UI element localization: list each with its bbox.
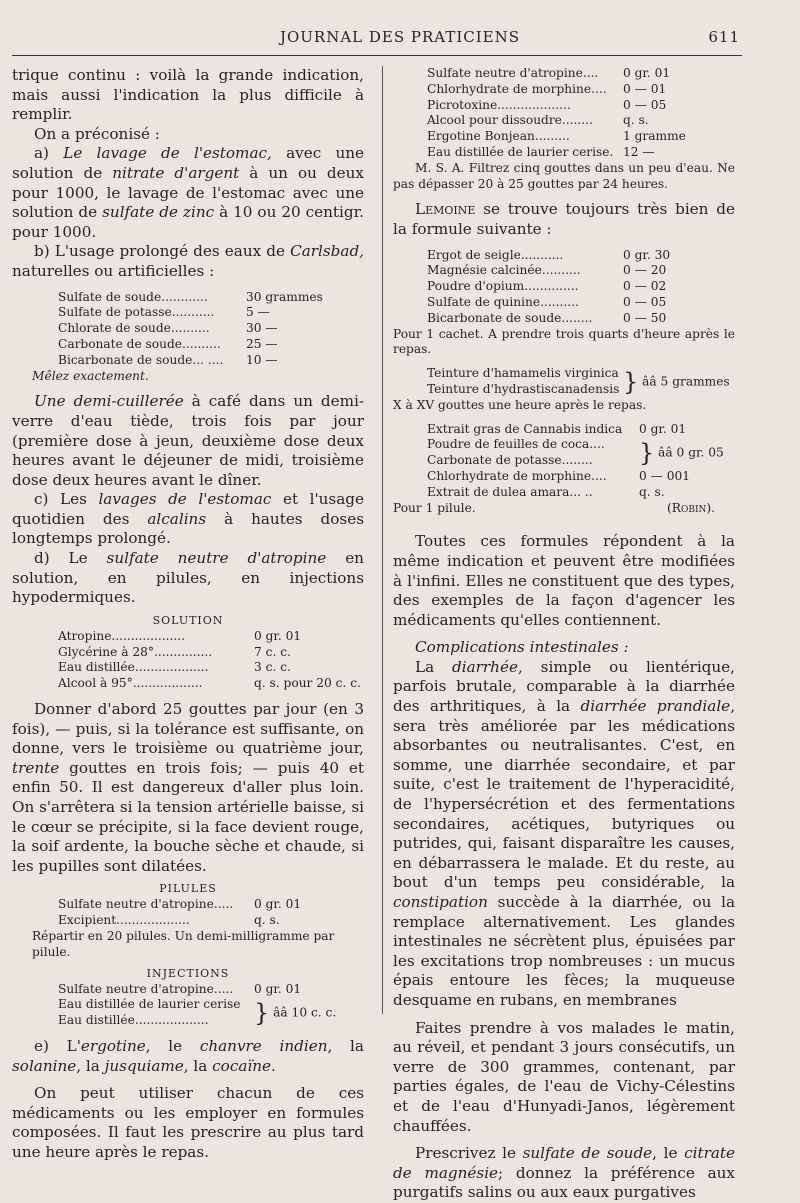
recipe-cannabis bbox=[427, 422, 724, 501]
paragraph: b) L'usage prolongé des eaux de Carlsbad, naturelles ou artificielles : bbox=[12, 242, 364, 280]
recipe-row: Alcool pour dissoudre........ q. s. bbox=[427, 113, 649, 128]
paragraph: Lemoine se trouve toujours très bien de la formule suivante : bbox=[393, 200, 735, 238]
recipe-hamamelis bbox=[427, 366, 730, 398]
recipe-row: Carbonate de potasse........ bbox=[427, 453, 593, 468]
recipe-row: Bicarbonate de soude... .... 10 — bbox=[58, 352, 278, 367]
recipe-row: Alcool à 95°.................. q. s. pour 20 c. c. bbox=[58, 676, 361, 691]
recipe-carlsbad bbox=[58, 290, 323, 369]
recipe-pilules bbox=[58, 897, 301, 929]
recipe-solution bbox=[58, 629, 361, 692]
recipe-note: M. S. A. Filtrez cinq gouttes dans un peu d'eau. Ne pas dépasser 20 à 25 gouttes par 24 heures. bbox=[393, 160, 735, 191]
recipe-lemoine bbox=[427, 248, 670, 327]
page-number: 611 bbox=[708, 28, 740, 46]
recipe-row: Sulfate neutre d'atropine..... 0 gr. 01 bbox=[58, 981, 302, 996]
recipe-row: Chlorhydrate de morphine.... 0 — 01 bbox=[427, 81, 667, 96]
paragraph: Faites prendre à vos malades le matin, au réveil, et pendant 3 jours consécutifs, un verre de 300 grammes, contenant, par parties égales, de l'eau de Vichy-Célestins et de l'eau d'Hunyadi-Janos, légèrement chauffées. bbox=[393, 1018, 735, 1135]
paragraph: trique continu : voilà la grande indication, mais aussi l'indication la plus difficile à remplir. bbox=[12, 66, 364, 124]
recipe-note: Répartir en 20 pilules. Un demi-milligramme par pilule. bbox=[32, 928, 335, 959]
recipe-row: Ergot de seigle........... 0 gr. 30 bbox=[427, 247, 671, 262]
recipe-row: Sulfate de potasse........... 5 — bbox=[58, 305, 270, 320]
paragraph: d) Le sulfate neutre d'atropine en solution, en pilules, en injections hypodermiques. bbox=[12, 549, 364, 607]
recipe-row: Sulfate neutre d'atropine.... 0 gr. 01 bbox=[427, 66, 671, 80]
recipe-row: Poudre de feuilles de coca.... } ââ 0 gr. 05 bbox=[427, 437, 724, 468]
recipe-row: Eau distillée................... 3 c. c. bbox=[58, 660, 291, 675]
recipe-row: Sulfate neutre d'atropine..... 0 gr. 01 bbox=[58, 897, 302, 912]
recipe-row: Teinture d'hydrastiscanadensis bbox=[427, 381, 620, 396]
recipe-row: Teinture d'hamamelis virginica } ââ 5 grammes bbox=[427, 366, 730, 396]
paragraph: La diarrhée, simple ou lientérique, parfois brutale, comparable à la diarrhée des arthritiques, à la diarrhée prandiale, sera très améliorée par les médications absorbantes ou neutralisantes. C'est, en somme, une diarrhée secondaire, et par suite, c'est le traitement de l'hyperacidité, de l'hypersécrétion et des fermentations secondaires, acétiques, butyriques ou putrides, qui, faisant disparaître les causes, en débarrassera le malade. Et du reste, au bout d'un temps peu considérable, la constipation succède à la diarrhée, ou la remplace alternativement. Les glandes intestinales ne sécrètent plus, épuisées par les excitations trop nombreuses : un mucus épais entoure les fèces; la muqueuse desquame en rubans, en membranes bbox=[393, 657, 736, 1009]
paragraph: Toutes ces formules répondent à la même indication et peuvent être modifiées à l'infini. Elles ne constituent que des types, des exemples de la façon d'agencer les médicaments qu'elles contiennent. bbox=[393, 532, 735, 629]
left-column bbox=[12, 66, 364, 1163]
paragraph: a) Le lavage de l'estomac, avec une solution de nitrate d'argent à un ou deux pour 1000, le lavage de l'estomac avec une solution de sulfate de zinc à 10 ou 20 centigr. pour 1000. bbox=[12, 144, 365, 241]
paragraph: On a préconisé : bbox=[34, 124, 160, 143]
running-header bbox=[0, 28, 800, 52]
recipe-note: X à XV gouttes une heure après le repas. bbox=[393, 397, 647, 412]
recipe-row: Excipient................... q. s. bbox=[58, 913, 280, 928]
paragraph: Prescrivez le sulfate de soude, le citrate de magnésie; donnez la préférence aux purgatifs salins ou aux eaux purgatives bbox=[393, 1144, 735, 1202]
section-label-solution: SOLUTION bbox=[152, 613, 224, 627]
recipe-row: Magnésie calcinée.......... 0 — 20 bbox=[427, 263, 667, 278]
recipe-row: Extrait de dulea amara... .. q. s. bbox=[427, 484, 665, 499]
recipe-row: Sulfate de soude............ 30 grammes bbox=[58, 289, 323, 304]
recipe-row: Chlorhydrate de morphine.... 0 — 001 bbox=[427, 468, 690, 483]
recipe-note: Mêlez exactement. bbox=[32, 368, 149, 383]
recipe-note: Pour 1 pilule. (Robin). bbox=[393, 500, 715, 515]
paragraph: On peut utiliser chacun de ces médicaments ou les employer en formules composées. Il faut les prescrire au plus tard une heure après le repas. bbox=[12, 1084, 364, 1161]
recipe-row: Chlorate de soude.......... 30 — bbox=[58, 321, 278, 336]
recipe-row: Sulfate de quinine.......... 0 — 05 bbox=[427, 294, 667, 309]
paragraph: Donner d'abord 25 gouttes par jour (en 3 fois), — puis, si la tolérance est suffisante, on donne, vers le troisième ou quatrième jour, trente gouttes en trois fois; — puis 40 et enfin 50. Il est dangereux d'aller plus loin. On s'arrêtera si la tension artérielle baisse, si le cœur se précipite, si la face devient rouge, la soif ardente, la bouche sèche et chaude, si les pupilles sont dilatées. bbox=[12, 700, 364, 875]
right-column bbox=[393, 66, 735, 1203]
recipe-atropine-morphine bbox=[427, 66, 686, 161]
paragraph: e) L'ergotine, le chanvre indien, la solanine, la jusquiame, la cocaïne. bbox=[12, 1036, 364, 1075]
recipe-note: Pour 1 cachet. A prendre trois quarts d'heure après le repas. bbox=[393, 326, 735, 357]
recipe-row: Eau distillée de laurier cerise } ââ 10 c. c. bbox=[58, 997, 337, 1028]
journal-title: JOURNAL DES PRATICIENS bbox=[279, 28, 521, 46]
author-attribution: (Robin). bbox=[667, 500, 715, 515]
header-rule bbox=[12, 55, 742, 56]
recipe-injections bbox=[58, 982, 336, 1029]
paragraph: c) Les lavages de l'estomac et l'usage quotidien des alcalins à hautes doses longtemps prolongé. bbox=[12, 490, 364, 548]
recipe-row: Carbonate de soude.......... 25 — bbox=[58, 336, 278, 351]
paragraph: Une demi-cuillerée à café dans un demi-verre d'eau tiède, trois fois par jour (première dose à jeun, deuxième dose deux heures avant le déjeuner de midi, troisième dose deux heures avant le dîner. bbox=[12, 392, 364, 489]
section-label-pilules: PILULES bbox=[159, 882, 217, 896]
section-heading: Complications intestinales : bbox=[415, 638, 629, 657]
recipe-row: Picrotoxine................... 0 — 05 bbox=[427, 97, 667, 112]
recipe-row: Atropine................... 0 gr. 01 bbox=[58, 628, 302, 643]
recipe-row: Extrait gras de Cannabis indica 0 gr. 01 bbox=[427, 421, 687, 436]
recipe-row: Eau distillée de laurier cerise. 12 — bbox=[427, 144, 655, 159]
recipe-row: Ergotine Bonjean......... 1 gramme bbox=[427, 129, 686, 144]
recipe-row: Bicarbonate de soude........ 0 — 50 bbox=[427, 310, 667, 325]
recipe-row: Glycérine à 28°............... 7 c. c. bbox=[58, 644, 291, 659]
column-divider bbox=[382, 66, 383, 1014]
section-label-injections: INJECTIONS bbox=[146, 966, 230, 980]
recipe-row: Eau distillée................... bbox=[58, 1013, 209, 1028]
recipe-row: Poudre d'opium.............. 0 — 02 bbox=[427, 279, 667, 294]
